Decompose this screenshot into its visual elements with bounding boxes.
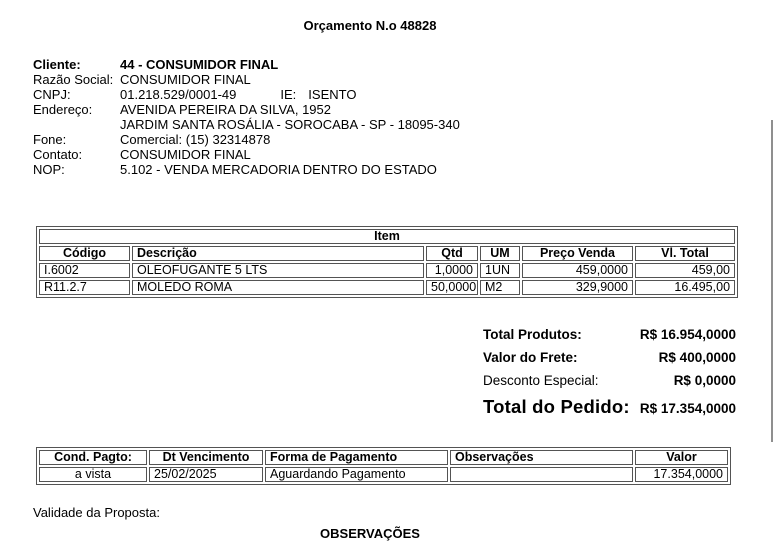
contato-label: Contato: [33, 147, 83, 162]
endereco-value [120, 102, 460, 132]
client-row-razao-social [33, 72, 460, 87]
client-row-endereco [33, 102, 460, 132]
fone-value: Comercial: (15) 32314878 [120, 132, 271, 147]
column-header-valor: Valor [635, 450, 728, 465]
item-table [36, 226, 738, 298]
cell-preco-venda: 459,0000 [522, 263, 633, 278]
client-row-contato [33, 147, 460, 162]
cell-um: M2 [480, 280, 520, 295]
column-header-dt-vencimento: Dt Vencimento [149, 450, 263, 465]
nop-value: 5.102 - VENDA MERCADORIA DENTRO DO ESTADO [120, 162, 437, 177]
payment-table [36, 447, 731, 485]
client-row-nop [33, 162, 460, 177]
cell-um: 1UN [480, 263, 520, 278]
valor-frete-row [483, 350, 736, 365]
cell-dt-vencimento: 25/02/2025 [149, 467, 263, 482]
observations-title: OBSERVAÇÕES [320, 526, 420, 541]
client-info-block [33, 57, 460, 177]
ie-value: ISENTO [308, 87, 357, 102]
item-table-caption-row [39, 229, 735, 244]
validity-label: Validade da Proposta: [33, 505, 160, 520]
desconto-especial-value: R$ 0,0000 [673, 373, 736, 388]
cnpj-label: CNPJ: [33, 87, 71, 102]
cell-cond-pagto: a vista [39, 467, 147, 482]
column-header-codigo: Código [39, 246, 130, 261]
column-header-descricao: Descrição [132, 246, 424, 261]
cliente-label: Cliente: [33, 57, 81, 72]
cell-forma-pagamento: Aguardando Pagamento [265, 467, 448, 482]
payment-table-header-row [39, 450, 728, 465]
column-header-preco-venda: Preço Venda [522, 246, 633, 261]
total-produtos-value: R$ 16.954,0000 [639, 327, 736, 342]
desconto-especial-row [483, 373, 736, 388]
item-table-header-row [39, 246, 735, 261]
client-row-cliente [33, 57, 460, 72]
razao-social-value: CONSUMIDOR FINAL [120, 72, 251, 87]
table-row [39, 280, 735, 295]
column-header-forma-pagamento: Forma de Pagamento [265, 450, 448, 465]
valor-frete-label: Valor do Frete: [483, 350, 578, 365]
total-pedido-label: Total do Pedido: [483, 396, 630, 417]
client-row-fone [33, 132, 460, 147]
razao-social-label: Razão Social: [33, 72, 114, 87]
cell-qtd: 50,0000 [426, 280, 478, 295]
cell-vl-total: 16.495,00 [635, 280, 735, 295]
frame-edge-divider [771, 120, 773, 442]
column-header-qtd: Qtd [426, 246, 478, 261]
total-pedido-row [483, 396, 736, 418]
endereco-line2: JARDIM SANTA ROSÁLIA - SOROCABA - SP - 18095-340 [120, 117, 460, 132]
endereco-label: Endereço: [33, 102, 93, 117]
cell-preco-venda: 329,9000 [522, 280, 633, 295]
total-produtos-label: Total Produtos: [483, 327, 582, 342]
column-header-vl-total: Vl. Total [635, 246, 735, 261]
table-row [39, 263, 735, 278]
cliente-value: 44 - CONSUMIDOR FINAL [120, 57, 279, 72]
item-table-caption: Item [39, 229, 735, 244]
endereco-line1: AVENIDA PEREIRA DA SILVA, 1952 [120, 102, 331, 117]
nop-label: NOP: [33, 162, 65, 177]
cell-valor: 17.354,0000 [635, 467, 728, 482]
totals-block [483, 327, 736, 426]
total-produtos-row [483, 327, 736, 342]
valor-frete-value: R$ 400,0000 [658, 350, 736, 365]
cell-descricao: OLEOFUGANTE 5 LTS [132, 263, 424, 278]
desconto-especial-label: Desconto Especial: [483, 373, 599, 388]
client-row-cnpj [33, 87, 460, 102]
cell-codigo: I.6002 [39, 263, 130, 278]
cell-vl-total: 459,00 [635, 263, 735, 278]
column-header-observacoes: Observações [450, 450, 633, 465]
column-header-cond-pagto: Cond. Pagto: [39, 450, 147, 465]
cell-codigo: R11.2.7 [39, 280, 130, 295]
contato-value: CONSUMIDOR FINAL [120, 147, 251, 162]
column-header-um: UM [480, 246, 520, 261]
cell-descricao: MOLEDO ROMA [132, 280, 424, 295]
page-title: Orçamento N.o 48828 [303, 18, 437, 33]
ie-label: IE: [280, 87, 297, 102]
cell-qtd: 1,0000 [426, 263, 478, 278]
cnpj-value: 01.218.529/0001-49 [120, 87, 237, 102]
fone-label: Fone: [33, 132, 67, 147]
total-pedido-value: R$ 17.354,0000 [639, 401, 736, 416]
table-row [39, 467, 728, 482]
cell-observacoes [450, 467, 633, 482]
